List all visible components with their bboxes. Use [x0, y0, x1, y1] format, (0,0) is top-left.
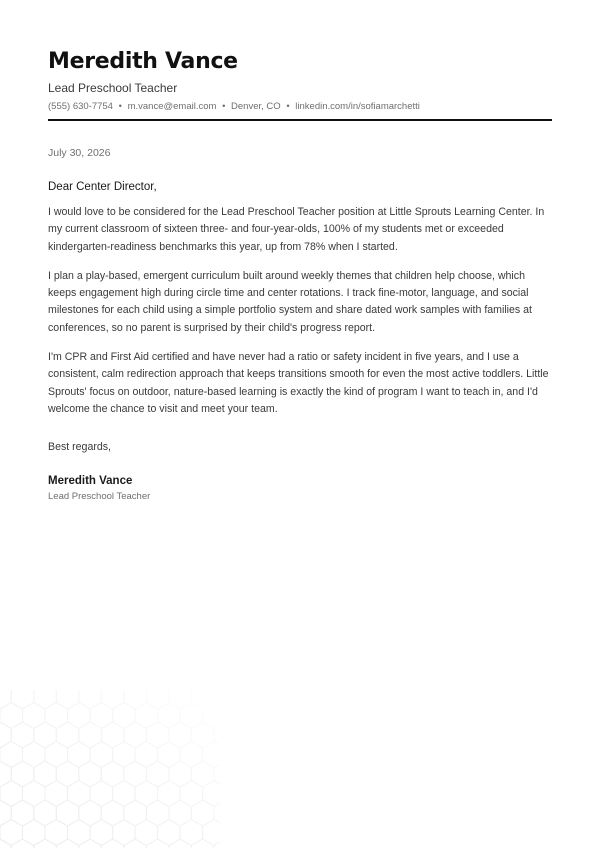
hexagon-shape: [79, 800, 102, 826]
hexagon-shape: [180, 703, 203, 729]
hexagon-shape: [158, 820, 181, 846]
hexagon-shape: [34, 722, 57, 748]
hexagon-shape: [191, 722, 214, 748]
contact-separator: •: [286, 101, 290, 112]
contact-location: Denver, CO: [231, 101, 281, 112]
hexagon-shape: [169, 800, 192, 826]
hexagon-shape: [203, 820, 220, 846]
hexagon-shape: [146, 722, 169, 748]
applicant-name: Meredith Vance: [48, 49, 238, 74]
letter-header: [48, 48, 552, 113]
hexagon-shape: [79, 761, 102, 787]
hexagon-shape: [34, 839, 57, 848]
hexagon-shape: [169, 690, 192, 709]
hexagon-shape: [90, 703, 113, 729]
hexagon-shape: [180, 781, 203, 807]
hexagon-shape: [23, 703, 46, 729]
hexagon-shape: [68, 703, 91, 729]
hexagon-shape: [124, 761, 147, 787]
contact-email: m.vance@email.com: [127, 101, 217, 112]
hexagon-shape: [169, 839, 192, 848]
hexagon-pattern-decoration: [0, 690, 220, 848]
hexagon-shape: [0, 839, 11, 848]
hexagon-shape: [11, 761, 34, 787]
hexagon-shape: [79, 690, 102, 709]
hexagon-shape: [56, 839, 79, 848]
hexagon-shape: [34, 761, 57, 787]
hexagon-shape: [56, 800, 79, 826]
hexagon-shape: [101, 690, 124, 709]
hexagon-shape: [45, 742, 68, 768]
hexagon-shape: [90, 742, 113, 768]
hexagon-shape: [101, 722, 124, 748]
hexagon-shape: [11, 690, 34, 709]
hexagon-shape: [124, 839, 147, 848]
hexagon-shape: [146, 839, 169, 848]
body-paragraph: I plan a play-based, emergent curriculum built around weekly themes that children help choose, which keeps engagement high during circle time and center rotations. I track fine-motor, language, and social milestones for each child using a simple portfolio system and share dated work samples with families at conferences, so no parent is surprised by their child's progress report.: [48, 269, 533, 334]
hexagon-shape: [124, 800, 147, 826]
hexagon-shape: [180, 820, 203, 846]
hexagon-shape: [101, 839, 124, 848]
closing: Best regards,: [48, 441, 112, 454]
hexagon-shape: [101, 800, 124, 826]
hexagon-shape: [45, 703, 68, 729]
hexagon-shape: [203, 742, 220, 768]
contact-line: [48, 100, 552, 113]
hexagon-shape: [191, 761, 214, 787]
hexagon-shape: [90, 781, 113, 807]
hexagon-shape: [23, 742, 46, 768]
hexagon-shape: [191, 839, 214, 848]
hexagon-shape: [113, 703, 136, 729]
hexagon-shape: [203, 703, 220, 729]
hexagon-shape: [203, 781, 220, 807]
hexagon-shape: [68, 781, 91, 807]
contact-phone: (555) 630-7754: [48, 101, 113, 112]
hexagon-shape: [135, 703, 158, 729]
body-paragraph: I'm CPR and First Aid certified and have never had a ratio or safety incident in five years, and I use a consistent, calm redirection approach that keeps transitions smooth for even the most active toddlers. Little Sprouts' focus on outdoor, nature-based learning is exactly the kind of program I want to teach in, and I'd welcome the chance to visit and meet your team.: [48, 351, 549, 415]
body-paragraph: I would love to be considered for the Lead Preschool Teacher position at Little Sprouts Learning Center. In my current classroom of sixteen three- and four-year-olds, 100% of my students met or exceeded kindergarten-readiness benchmarks this year, up from 78% when I started.: [48, 206, 545, 253]
hexagon-shape: [113, 820, 136, 846]
hexagon-shape: [101, 761, 124, 787]
hexagon-shape: [90, 820, 113, 846]
hexagon-shape: [180, 742, 203, 768]
hexagon-shape: [56, 722, 79, 748]
signature-name: Meredith Vance: [48, 475, 133, 488]
letter-date: July 30, 2026: [48, 147, 111, 159]
contact-linkedin: linkedin.com/in/sofiamarchetti: [295, 101, 420, 112]
hexagon-shape: [191, 800, 214, 826]
hexagon-shape: [158, 742, 181, 768]
hexagon-shape: [0, 742, 23, 768]
hexagon-shape: [79, 722, 102, 748]
hexagon-shape: [68, 820, 91, 846]
hexagon-shape: [135, 742, 158, 768]
applicant-role: Lead Preschool Teacher: [48, 81, 178, 95]
hexagon-shape: [135, 781, 158, 807]
hexagon-shape: [113, 781, 136, 807]
hexagon-shape: [135, 820, 158, 846]
hexagon-shape: [68, 742, 91, 768]
header-divider: [48, 119, 552, 121]
hexagon-shape: [0, 800, 11, 826]
hexagon-shape: [23, 781, 46, 807]
hexagon-shape: [0, 703, 23, 729]
hexagon-shape: [0, 761, 11, 787]
hexagon-shape: [124, 690, 147, 709]
hexagon-shape: [169, 722, 192, 748]
hexagon-shape: [158, 781, 181, 807]
hexagon-shape: [23, 820, 46, 846]
hexagon-shape: [0, 722, 11, 748]
hexagon-shape: [158, 703, 181, 729]
hexagon-shape: [146, 761, 169, 787]
hexagon-shape: [113, 742, 136, 768]
hexagon-shape: [0, 820, 23, 846]
hexagon-shape: [169, 761, 192, 787]
hexagon-shape: [34, 690, 57, 709]
signature-title: Lead Preschool Teacher: [48, 491, 151, 503]
contact-separator: •: [222, 101, 226, 112]
hexagon-shape: [56, 690, 79, 709]
hexagon-shape: [79, 839, 102, 848]
hexagon-shape: [124, 722, 147, 748]
hexagon-shape: [146, 800, 169, 826]
hexagon-shape: [146, 690, 169, 709]
hexagon-shape: [45, 781, 68, 807]
hexagon-shape: [0, 781, 23, 807]
contact-separator: •: [118, 101, 122, 112]
hexagon-shape: [11, 839, 34, 848]
hexagon-shape: [11, 722, 34, 748]
hexagon-shape: [191, 690, 214, 709]
hexagon-shape: [11, 800, 34, 826]
hexagon-shape: [45, 820, 68, 846]
hexagon-shape: [34, 800, 57, 826]
letter-body: [48, 146, 554, 503]
hexagon-shape: [56, 761, 79, 787]
salutation: Dear Center Director,: [48, 181, 157, 193]
